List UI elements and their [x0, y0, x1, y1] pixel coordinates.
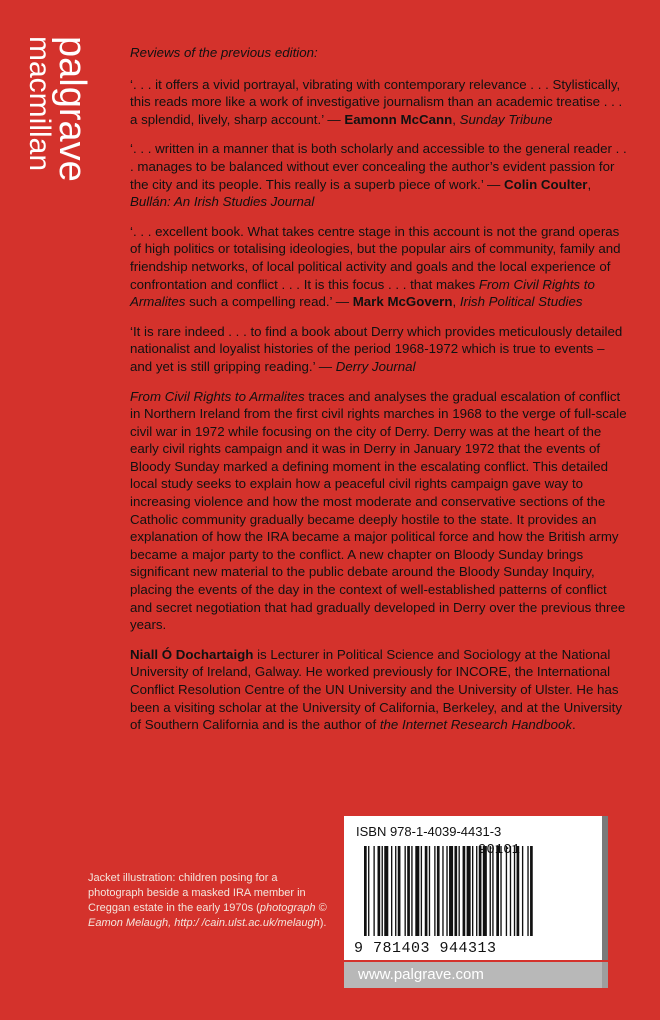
barcode-bar [479, 846, 482, 936]
reviews-intro: Reviews of the previous edition: [130, 45, 318, 60]
barcode-bar [411, 846, 412, 936]
barcode-bar [378, 846, 381, 936]
barcode-bar [500, 846, 501, 936]
isbn-label: ISBN 978-1-4039-4431-3 [356, 824, 502, 839]
barcode-bar [472, 846, 473, 936]
review-3-source: Irish Political Studies [459, 294, 583, 310]
barcode-bar [530, 846, 533, 936]
barcode-bar [449, 846, 453, 936]
review-3-sep: , [452, 294, 460, 310]
barcode-bar [364, 846, 367, 936]
review-2-source: Bullán: An Irish Studies Journal [130, 194, 315, 210]
barcode-bar [407, 846, 410, 936]
price-code: 90101 [478, 842, 521, 858]
barcode-bar [517, 846, 520, 936]
barcode-bar [483, 846, 487, 936]
author-name: Niall Ó Dochartaigh [130, 646, 254, 662]
barcode-bar [522, 846, 523, 936]
review-4 [130, 323, 630, 376]
review-3-text: ‘. . . excellent book. What takes centre stage in this account is not the grand operas of high politics or totalising ideologies, but the popular airs of community, family and friendship networks, of local political activity and goals and the local experience of confrontation and conflict . . . It is this focus . . . that makes [130, 223, 621, 292]
barcode-shadow [602, 816, 608, 960]
palgrave-macmillan-logo [23, 36, 108, 226]
review-1-author: Eamonn McCann [344, 111, 453, 127]
barcode-bar [496, 846, 499, 936]
barcode-bar [395, 846, 396, 936]
author-bio-text: is Lecturer in Political Science and Sociology at the National University of Ireland, Galway. He worked previously for INCORE, the International Conflict Resolution Centre of the UN University and the University of Ulster. He has been a visiting scholar at the University of California, Berkeley, and at the University of Southern California and is the author of [130, 646, 622, 733]
barcode-bar [467, 846, 471, 936]
author-bio [130, 646, 630, 734]
barcode-bar [454, 846, 457, 936]
jacket-end: ). [319, 917, 327, 929]
barcode-bar [514, 846, 515, 936]
barcode-bar [382, 846, 383, 936]
book-description [130, 388, 630, 634]
barcode-bar [527, 846, 528, 936]
review-3-book-title: From Civil Rights to Armalites [130, 276, 595, 310]
logo-line-1: palgrave [51, 36, 93, 182]
barcode-bar [415, 846, 419, 936]
barcode-bar [459, 846, 460, 936]
ean-number: 9 781403 944313 [354, 940, 497, 957]
barcode-bar [492, 846, 493, 936]
jacket-photo-credit: photograph © Eamon Melaugh, http:/ /cain.ulst.ac.uk/melaugh [88, 902, 327, 929]
logo-line-2: macmillan [23, 36, 56, 172]
barcode-bar [434, 846, 435, 936]
description-text: traces and analyses the gradual escalation of conflict in Northern Ireland from the first civil rights marches in 1968 to the verge of full-scale civil war in 1972 while focusing on the city of Derry. Derry was at the heart of the early civil rights campaign and it was in Derry in January 1972 that the events of Bloody Sunday marked a defining moment in the escalating conflict. This detailed local study seeks to explain how a peaceful civil rights campaign gave way to increasing violence and how the most moderate and conservative sections of the Catholic community gradually became deeply hostile to the state. It provides an explanation of how the IRA became a major political force and how the British army became a major party to the conflict. A new chapter on Bloody Sunday brings significant new material to the public debate around the Bloody Sunday Inquiry, placing the events of the day in the context of well-established patterns of conflict and secret negotiation that had gradually developed in Derry over the previous three years. [130, 388, 627, 633]
review-1 [130, 76, 630, 129]
barcode-bar [506, 846, 507, 936]
publisher-url[interactable]: www.palgrave.com [344, 962, 602, 988]
author-bio-end: . [572, 717, 576, 733]
jacket-illustration-credit [88, 871, 328, 931]
barcode-bar [446, 846, 447, 936]
barcode-bar [442, 846, 443, 936]
publisher-logo [23, 36, 108, 226]
review-2-text: ‘. . . written in a manner that is both scholarly and accessible to the general reader . . . manages to be balanced without ever concealing the author’s evident passion for the city and its people. This really is a superb piece of work.’ — [130, 141, 627, 192]
back-cover-text [130, 44, 630, 746]
review-2 [130, 140, 630, 210]
review-4-source: Derry Journal [335, 358, 416, 374]
barcode-bar [510, 846, 511, 936]
review-1-source: Sunday Tribune [459, 111, 553, 127]
barcode-bar [476, 846, 477, 936]
barcode-bar [425, 846, 428, 936]
barcode-bar [391, 846, 392, 936]
review-3 [130, 223, 630, 311]
review-4-text: ‘It is rare indeed . . . to find a book about Derry which provides meticulously detailed nationalist and loyalist histories of the period 1968-1972 which is true to events – and yet is still gripping reading.’ — [130, 323, 623, 374]
barcode-bar [405, 846, 406, 936]
review-1-sep: , [452, 111, 460, 127]
description-book-title: From Civil Rights to Armalites [130, 388, 305, 404]
barcode-bar [463, 846, 466, 936]
review-3-author: Mark McGovern [352, 294, 453, 310]
barcode-bar [421, 846, 422, 936]
jacket-text: Jacket illustration: children posing for a photograph beside a masked IRA member in Creggan estate in the early 1970s ( [88, 872, 306, 914]
ean-barcode [364, 846, 584, 940]
barcode-bar [384, 846, 388, 936]
barcode-bar [398, 846, 401, 936]
barcode-bar [373, 846, 374, 936]
review-2-author: Colin Coulter [503, 176, 588, 192]
barcode-bar [368, 846, 369, 936]
barcode-box [344, 816, 602, 960]
review-3-text-2: such a compelling read.’ — [185, 294, 353, 310]
barcode-bar [437, 846, 440, 936]
barcode-bar [429, 846, 430, 936]
url-bar [344, 962, 608, 988]
author-other-book: the Internet Research Handbook [379, 717, 573, 733]
review-2-sep: , [587, 176, 592, 192]
barcode-bar [490, 846, 491, 936]
review-1-text: ‘. . . it offers a vivid portrayal, vibrating with contemporary relevance . . . Stylistically, this reads more like a work of investigative journalism than an academic treatise . . . a splendid, lively, sharp account.’ — [130, 76, 623, 127]
